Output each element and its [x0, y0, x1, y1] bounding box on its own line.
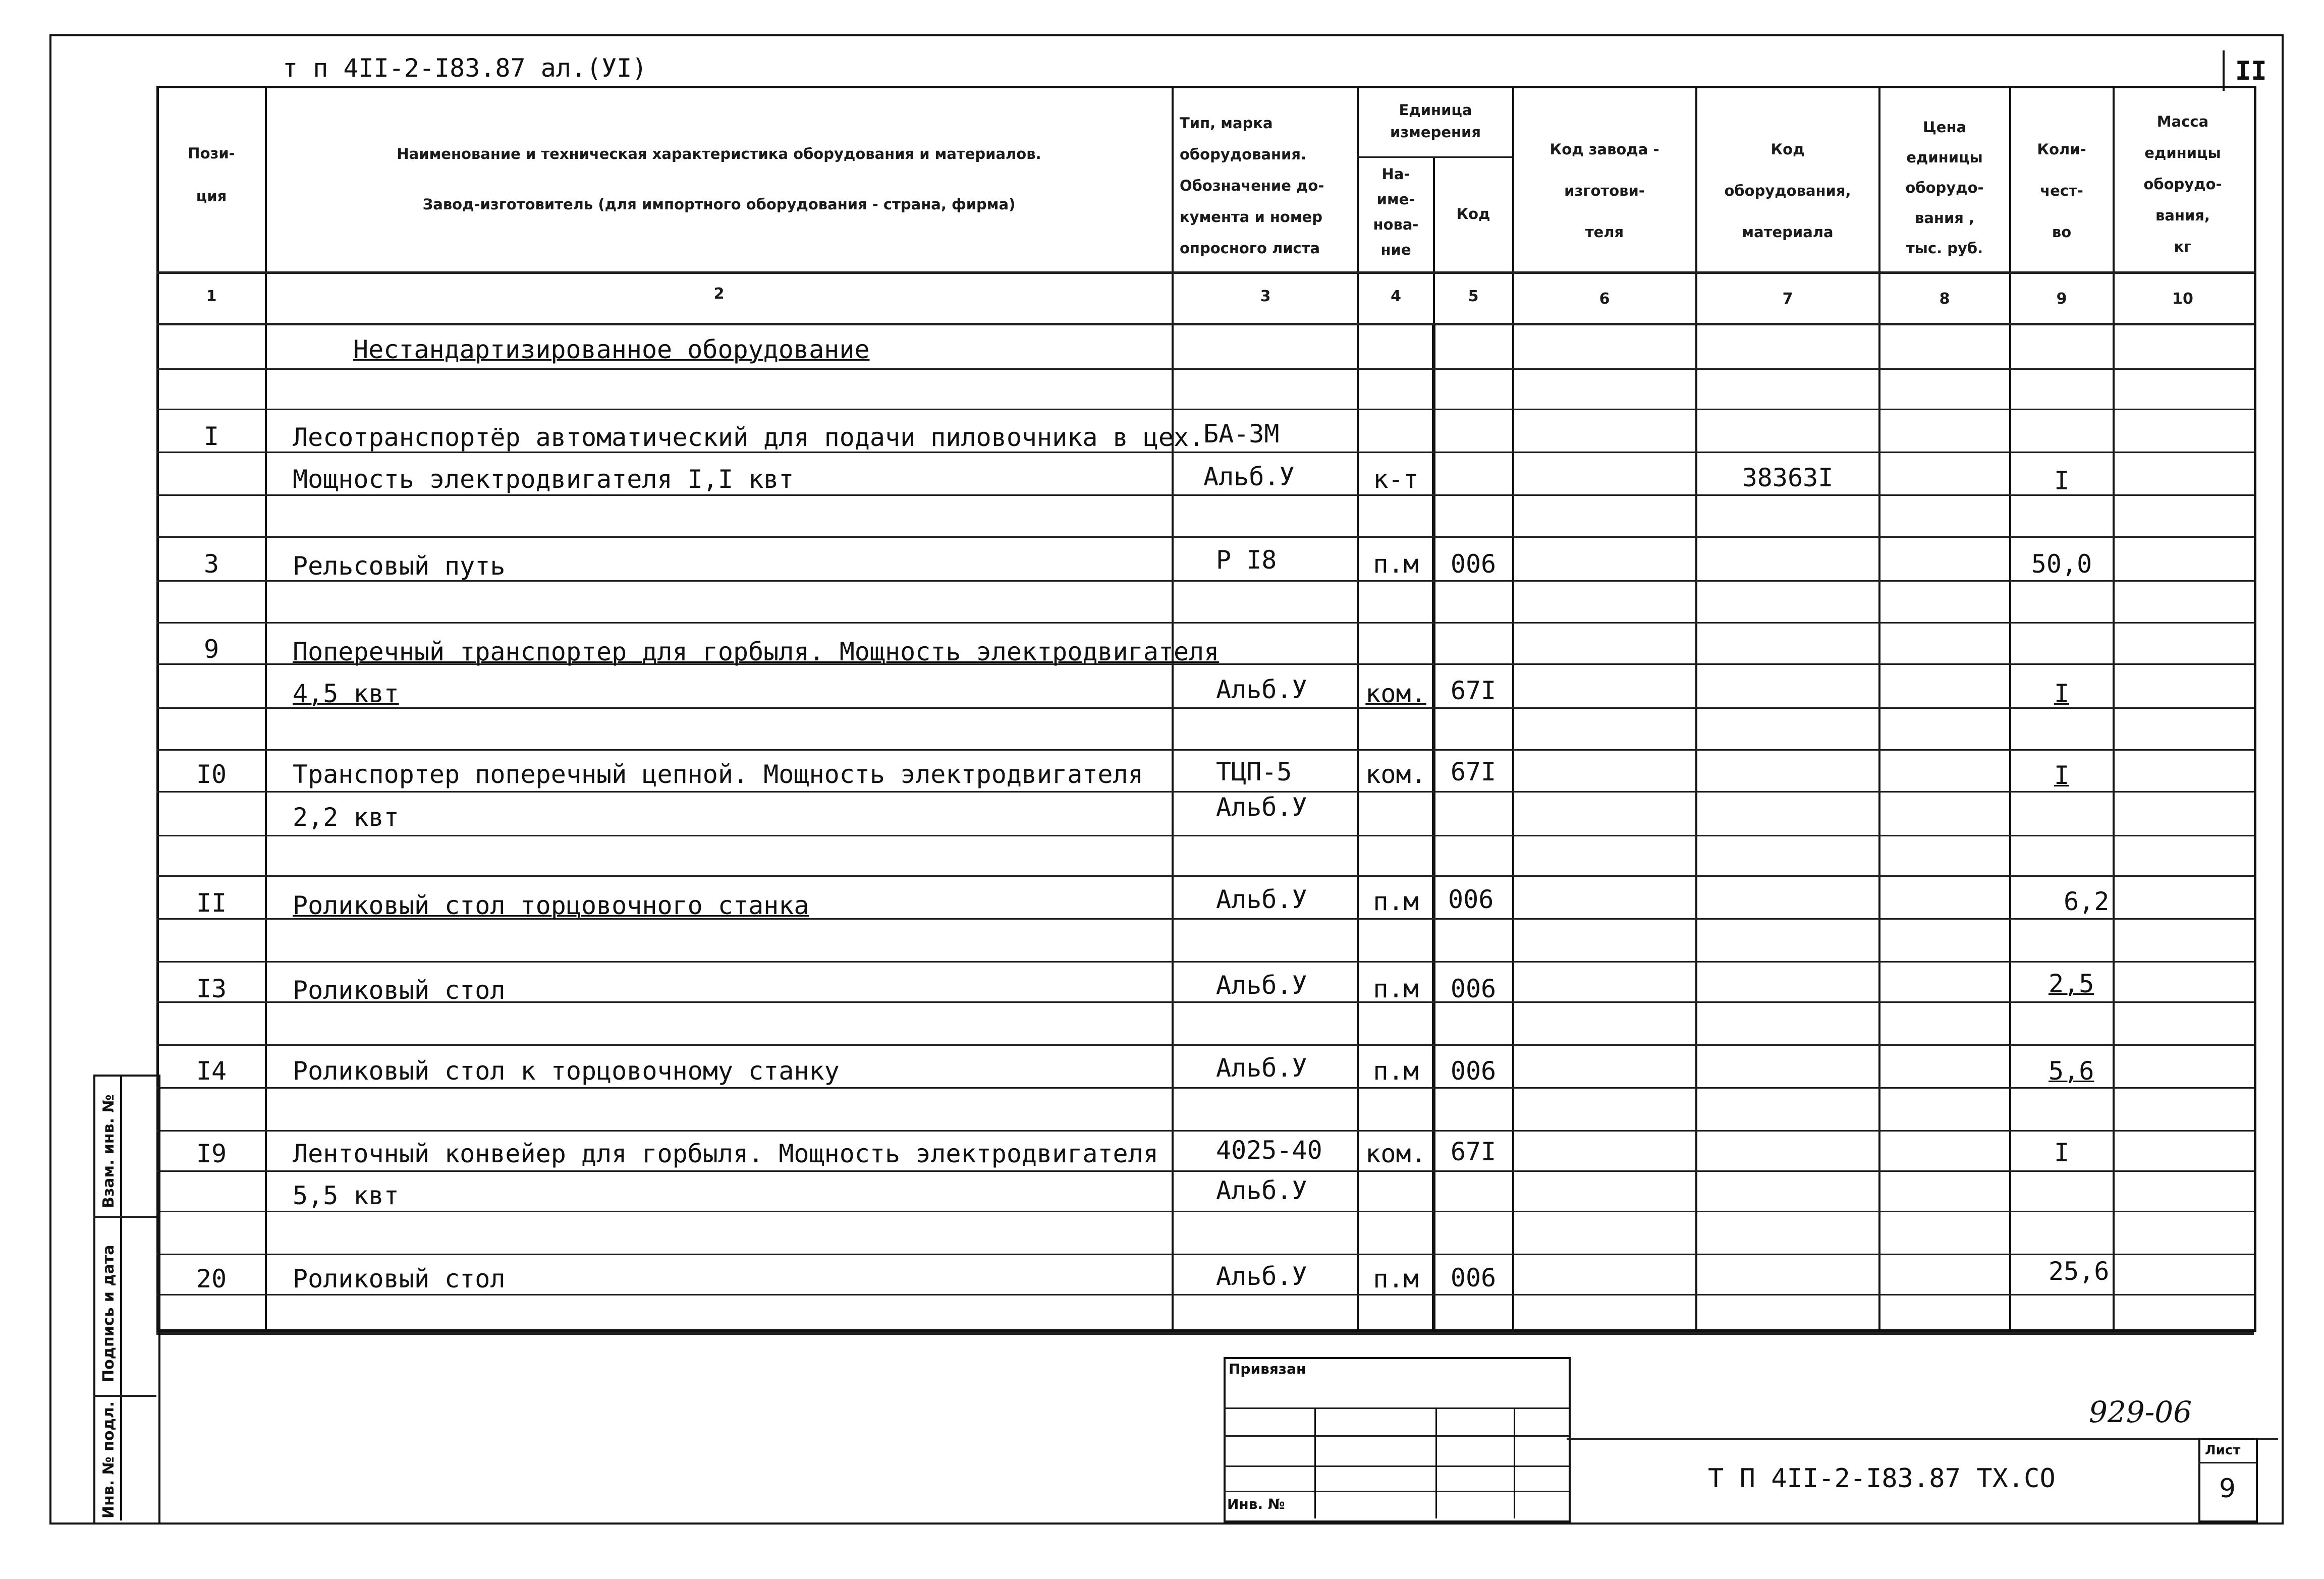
- row-qty: 50,0: [2031, 549, 2092, 579]
- col-number-6: 6: [1599, 290, 1610, 308]
- doc-code-bottom: Т П 4II-2-I83.87 ТХ.СО: [1708, 1463, 2056, 1494]
- row-unit-code: 006: [1450, 1263, 1497, 1292]
- col-number-3: 3: [1260, 288, 1271, 305]
- row-line: [156, 494, 2254, 496]
- bound-line: [1224, 1435, 1569, 1437]
- bound-vline: [1514, 1407, 1515, 1518]
- row-name: 5,5 квт: [293, 1181, 399, 1210]
- row-pos: I9: [196, 1139, 227, 1168]
- row-unit-code: 006: [1450, 549, 1497, 579]
- row-line: [156, 409, 2254, 410]
- row-type: Альб.У: [1216, 1053, 1307, 1083]
- row-unit: п.м: [1373, 974, 1419, 1003]
- bound-vline: [1314, 1407, 1316, 1518]
- col-number-5: 5: [1468, 288, 1479, 305]
- row-line: [156, 622, 2254, 624]
- col-number-10: 10: [2172, 290, 2193, 308]
- col-number-9: 9: [2056, 290, 2067, 308]
- col-line-6: [1695, 88, 1697, 1329]
- sheet-label: Лист: [2205, 1443, 2241, 1458]
- header-plant-code: Код завода - изготови- теля: [1550, 141, 1659, 241]
- row-name: Лесотранспортёр автоматический для подачи пиловочника в цех.: [293, 423, 1204, 452]
- header-unit-name: На- име- нова- ние: [1373, 165, 1419, 258]
- row-line: [156, 961, 2254, 963]
- row-pos: I3: [196, 974, 227, 1003]
- row-pos: I: [203, 422, 219, 451]
- row-line: [156, 1087, 2254, 1089]
- row-type: Альб.У: [1216, 675, 1307, 704]
- row-unit-code: 006: [1448, 885, 1494, 914]
- row-type: Альб.У: [1216, 1176, 1307, 1205]
- row-qty: 2,5: [2049, 969, 2094, 998]
- header-equip-code: Код оборудования, материала: [1724, 141, 1851, 241]
- row-line: [156, 791, 2254, 793]
- row-name: Роликовый стол: [293, 976, 506, 1005]
- row-unit: к-т: [1373, 465, 1419, 494]
- row-type: Альб.У: [1216, 1262, 1307, 1291]
- bound-line: [1224, 1491, 1569, 1492]
- row-unit-code: 67I: [1450, 676, 1497, 705]
- row-qty: 5,6: [2049, 1056, 2094, 1086]
- row-line: [156, 1044, 2254, 1046]
- sheet-box-divider: [2198, 1462, 2256, 1463]
- row-line: [156, 1254, 2254, 1255]
- row-unit: п.м: [1373, 1264, 1419, 1293]
- sheet-number-top: II: [2235, 56, 2267, 86]
- row-unit: ком.: [1365, 679, 1426, 708]
- row-name: Роликовый стол к торцовочному станку: [293, 1056, 840, 1086]
- row-unit: п.м: [1373, 1056, 1419, 1086]
- row-line: [156, 1170, 2254, 1172]
- section-title: Нестандартизированное оборудование: [353, 335, 870, 364]
- side-label-podpis: Подпись и дата: [100, 1245, 118, 1382]
- header-unit: Единица измерения: [1390, 101, 1481, 141]
- row-unit-code: 006: [1450, 974, 1497, 1003]
- row-name: 4,5 квт: [293, 679, 399, 708]
- row-pos: 20: [196, 1264, 227, 1293]
- row-name: Мощность электродвигателя I,I квт: [293, 465, 794, 494]
- row-name: Роликовый стол: [293, 1264, 506, 1293]
- doc-code-top: т п 4II-2-I83.87 ал.(УI): [283, 53, 647, 83]
- row-qty: I: [2054, 466, 2070, 495]
- side-label-vzam: Взам. инв. №: [100, 1094, 118, 1208]
- col-number-1: 1: [206, 288, 217, 305]
- row-type: Р I8: [1216, 545, 1277, 575]
- col-line-8: [2009, 88, 2011, 1329]
- bound-vline: [1435, 1407, 1437, 1518]
- side-stamp-line: [93, 1395, 156, 1397]
- row-line: [156, 1211, 2254, 1212]
- row-unit: ком.: [1365, 1139, 1426, 1168]
- row-line: [156, 368, 2254, 370]
- side-stamp-line: [93, 1216, 156, 1218]
- row-name: Транспортер поперечный цепной. Мощность электродвигателя: [293, 760, 1143, 789]
- row-qty: 25,6: [2049, 1257, 2110, 1286]
- sheet-box-line: [2223, 50, 2225, 91]
- row-pos: 9: [203, 635, 219, 664]
- unit-header-divider: [1357, 156, 1512, 158]
- row-line: [156, 749, 2254, 751]
- col-number-7: 7: [1782, 290, 1793, 308]
- row-pos: I0: [196, 760, 227, 789]
- bound-line: [1224, 1465, 1569, 1467]
- row-line: [156, 1294, 2254, 1295]
- col-number-8: 8: [1939, 290, 1950, 308]
- row-line: [156, 835, 2254, 836]
- col-number-4: 4: [1391, 288, 1401, 305]
- row-type: Альб.У: [1203, 462, 1295, 491]
- number-row-bottom: [156, 323, 2254, 325]
- col-line-3: [1357, 88, 1359, 1329]
- bound-label: Привязан: [1229, 1361, 1306, 1377]
- header-qty: Коли- чест- во: [2037, 141, 2086, 241]
- row-type: Альб.У: [1216, 885, 1307, 914]
- row-type: БА-3М: [1203, 419, 1280, 448]
- row-type: Альб.У: [1216, 793, 1307, 822]
- row-type: 4025-40: [1216, 1136, 1322, 1165]
- side-label-inv-podl: Инв. № подл.: [100, 1401, 118, 1518]
- row-line: [156, 707, 2254, 709]
- col-line-7: [1878, 88, 1880, 1329]
- header-mass: Масса единицы оборудо- вания, кг: [2143, 113, 2222, 255]
- row-name: Поперечный транспортер для горбыля. Мощность электродвигателя: [293, 637, 1220, 666]
- col-line-2: [1172, 88, 1174, 1329]
- row-qty: I: [2054, 679, 2070, 708]
- row-type: Альб.У: [1216, 971, 1307, 1000]
- sheet-number: 9: [2219, 1474, 2236, 1504]
- row-unit: п.м: [1373, 887, 1419, 916]
- row-unit-code: 67I: [1450, 757, 1497, 786]
- col-line-1: [265, 88, 267, 1329]
- col-number-2: 2: [713, 285, 725, 303]
- row-type: ТЦП-5: [1216, 757, 1292, 786]
- col-line-5: [1512, 88, 1514, 1329]
- row-name: Рельсовый путь: [293, 551, 506, 581]
- col-line-9: [2113, 88, 2115, 1329]
- row-qty: I: [2054, 761, 2070, 790]
- row-unit-code: 006: [1450, 1056, 1497, 1086]
- side-stamp-divider: [120, 1075, 122, 1520]
- row-line: [156, 875, 2254, 877]
- row-name: Ленточный конвейер для горбыля. Мощность электродвигателя: [293, 1139, 1158, 1168]
- row-qty: 6,2: [2064, 887, 2110, 916]
- bound-line: [1224, 1407, 1569, 1409]
- header-price: Цена единицы оборудо- вания , тыс. руб.: [1905, 119, 1984, 257]
- header-name: Наименование и техническая характеристика оборудования и материалов. Завод-изготовитель (для импортного оборудования - страна, фирма): [397, 145, 1041, 213]
- row-name: Роликовый стол торцовочного станка: [293, 891, 809, 920]
- row-qty: I: [2054, 1138, 2070, 1167]
- inv-label: Инв. №: [1227, 1496, 1285, 1512]
- row-equip-code: 38363I: [1742, 463, 1834, 492]
- header-bottom: [156, 271, 2254, 274]
- row-unit: п.м: [1373, 549, 1419, 579]
- row-line: [156, 536, 2254, 538]
- handwritten-number: 929-06: [2089, 1395, 2192, 1429]
- table-bottom: [156, 1332, 2254, 1335]
- row-line: [156, 1130, 2254, 1132]
- row-pos: II: [196, 888, 227, 918]
- title-block-top: [1567, 1438, 2278, 1440]
- col-line-4-bold: [1432, 323, 1435, 1329]
- row-pos: 3: [203, 549, 219, 579]
- row-unit-code: 67I: [1450, 1137, 1497, 1166]
- header-type: Тип, марка оборудования. Обозначение до- кумента и номер опросного листа: [1180, 115, 1324, 257]
- row-pos: I4: [196, 1056, 227, 1086]
- header-unit-code: Код: [1456, 205, 1490, 222]
- header-pos: Пози- ция: [188, 145, 235, 205]
- row-unit: ком.: [1365, 760, 1426, 789]
- row-name: 2,2 квт: [293, 803, 399, 832]
